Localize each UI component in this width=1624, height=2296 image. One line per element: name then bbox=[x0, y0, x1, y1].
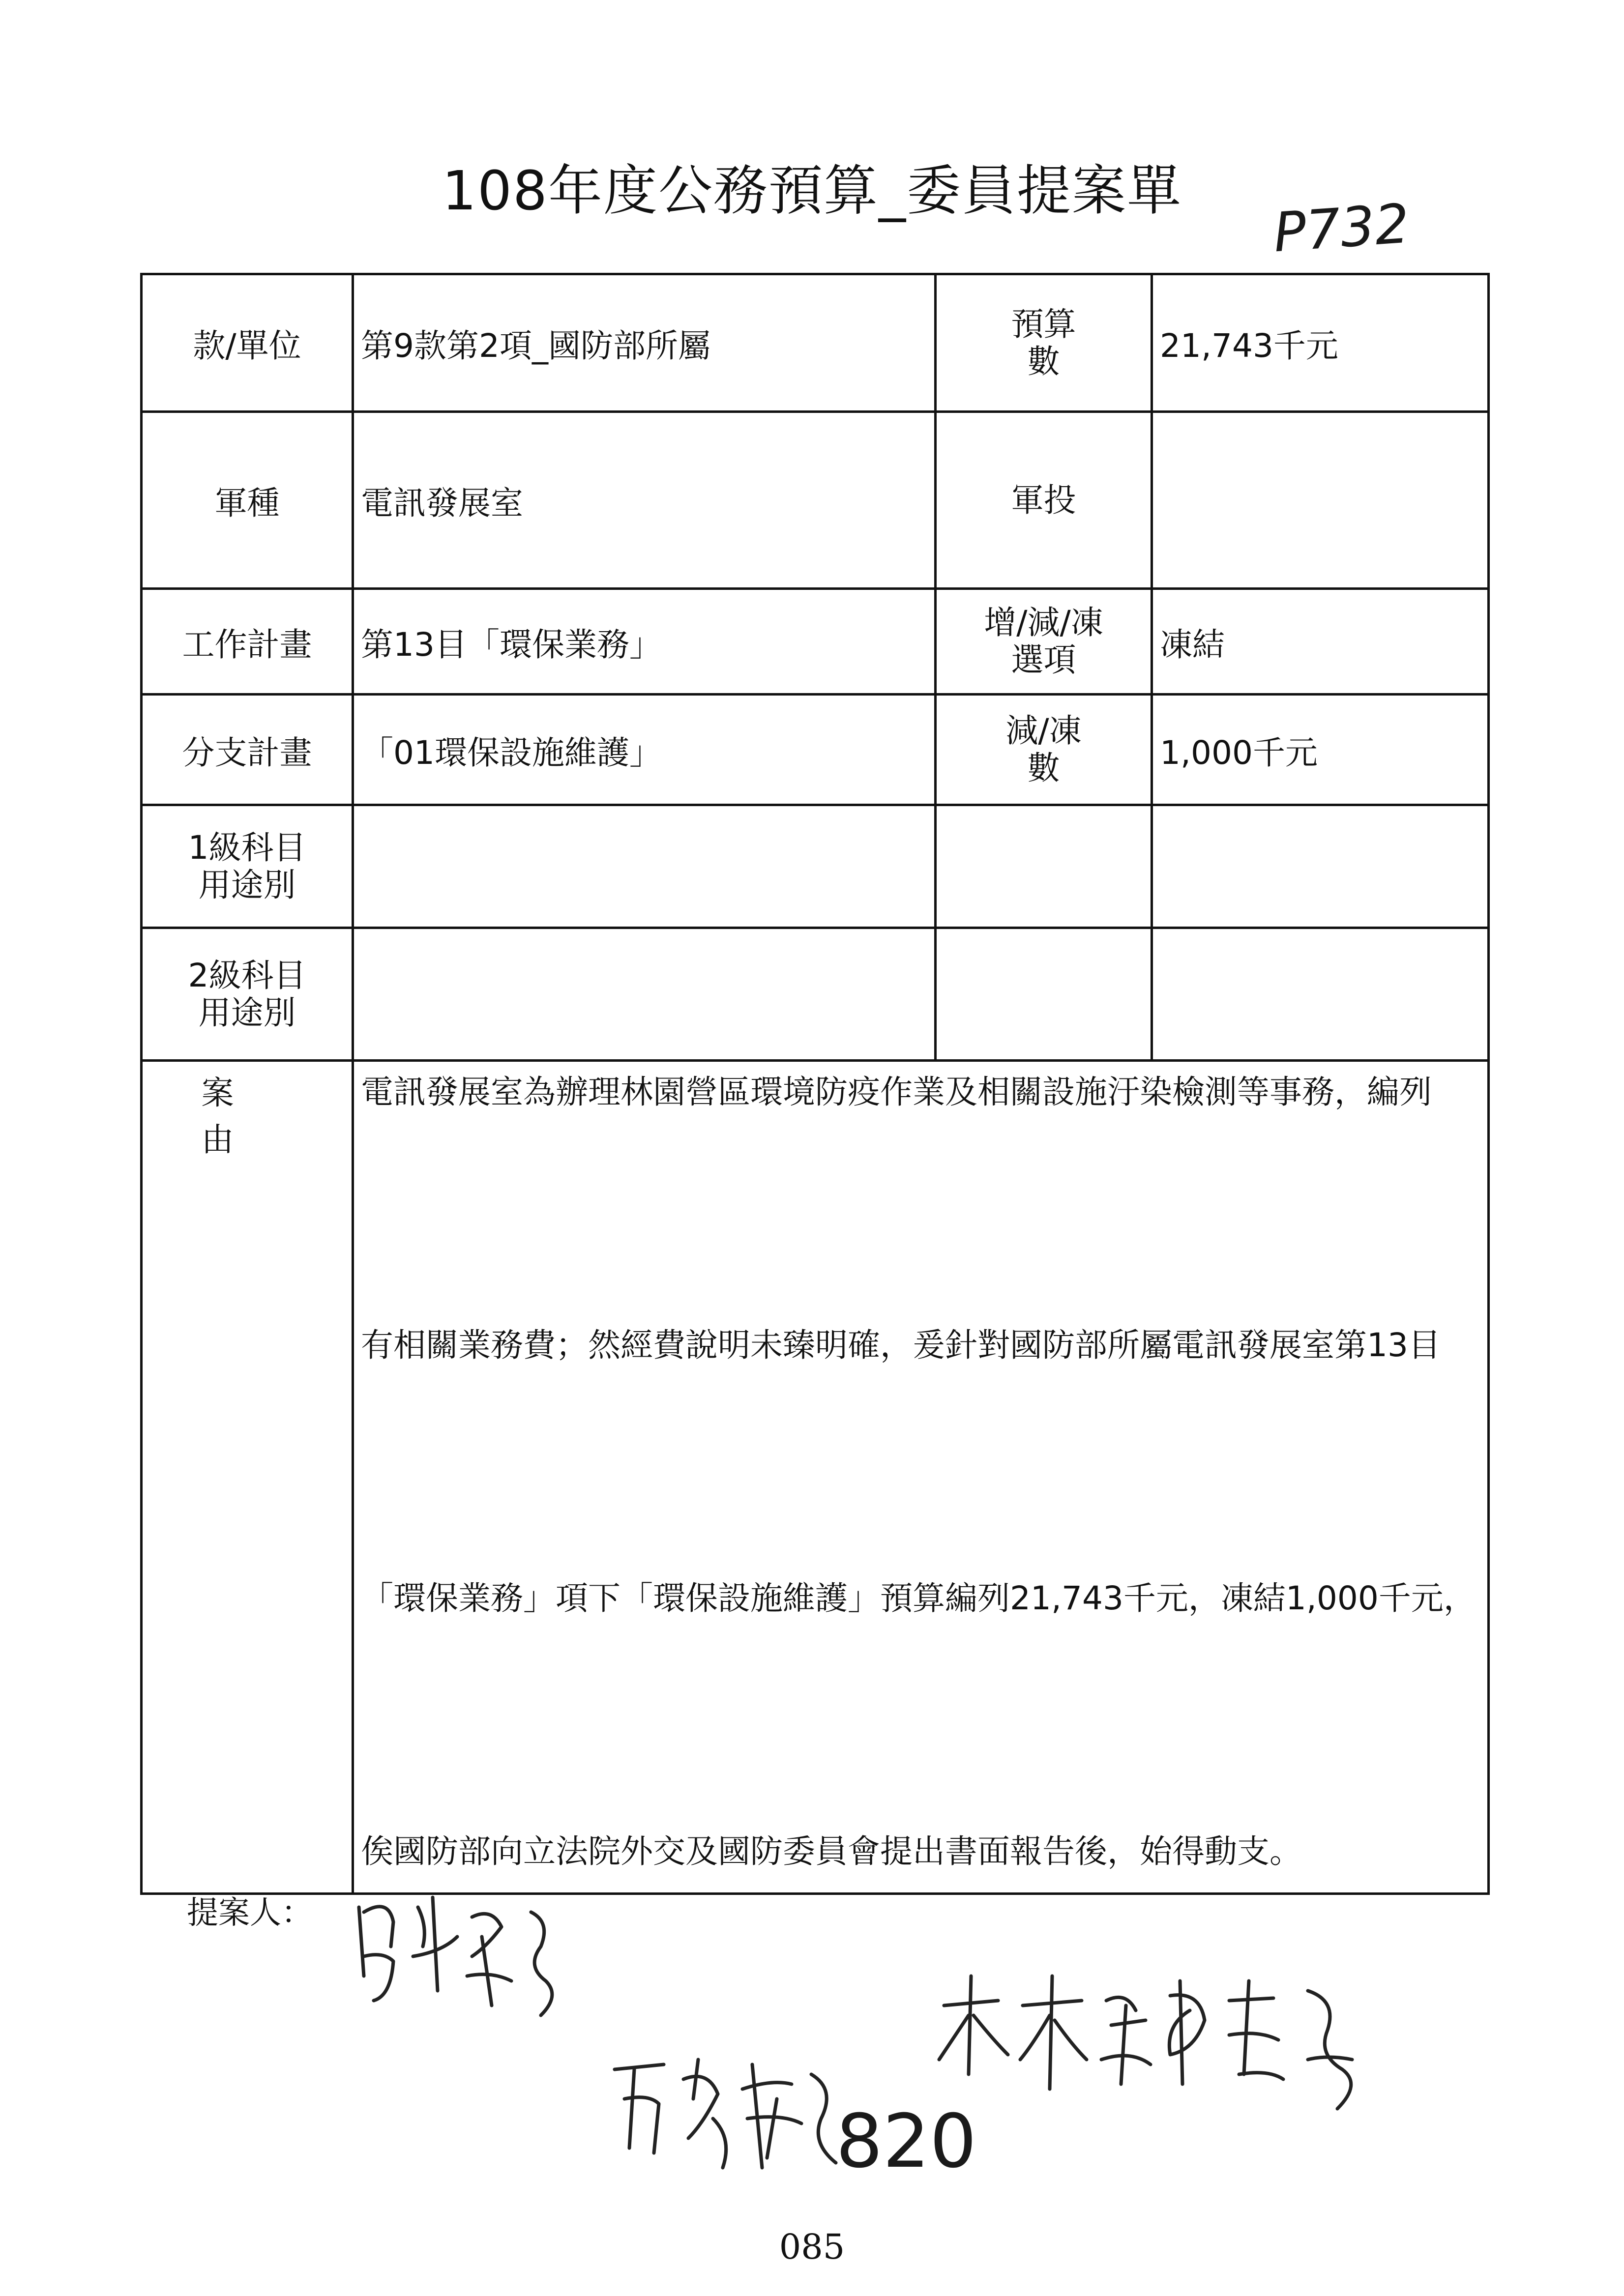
reason-line: 有相關業務費；然經費說明未臻明確，爰針對國防部所屬電訊發展室第13目 bbox=[361, 1326, 1441, 1364]
value-reason bbox=[353, 1061, 1489, 1894]
signature-2-image bbox=[605, 2040, 860, 2187]
value-level1-extra bbox=[1152, 805, 1489, 928]
form-row-level2-subject bbox=[142, 928, 1489, 1061]
handwritten-page-ref: P732 bbox=[1271, 192, 1412, 264]
label-action-option: 增/減/凍 選項 bbox=[936, 589, 1152, 695]
value-military-investment bbox=[1152, 412, 1489, 589]
label-unit: 款/單位 bbox=[142, 274, 353, 412]
value-cut-freeze-amount: 1,000千元 bbox=[1152, 695, 1489, 805]
label-budget-amount: 預算 數 bbox=[936, 274, 1152, 412]
label-military-investment: 軍投 bbox=[936, 412, 1152, 589]
form-row-work-plan bbox=[142, 589, 1489, 695]
reason-line: 「環保業務」項下「環保設施維護」預算編列21,743千元，凍結1,000千元， bbox=[361, 1579, 1476, 1617]
label-work-plan: 工作計畫 bbox=[142, 589, 353, 695]
reason-line: 電訊發展室為辦理林園營區環境防疫作業及相關設施汙染檢測等事務，編列 bbox=[361, 1073, 1432, 1111]
value-budget-amount: 21,743千元 bbox=[1152, 274, 1489, 412]
handwritten-number: 820 bbox=[836, 2099, 977, 2184]
value-level2-subject bbox=[353, 928, 936, 1061]
label-level1-subject: 1級科目 用途別 bbox=[142, 805, 353, 928]
value-work-plan: 第13目「環保業務」 bbox=[353, 589, 936, 695]
value-level2-extra bbox=[1152, 928, 1489, 1061]
reason-line: 俟國防部向立法院外交及國防委員會提出書面報告後，始得動支。 bbox=[361, 1832, 1302, 1870]
label-level2-subject: 2級科目 用途別 bbox=[142, 928, 353, 1061]
signature-3-image bbox=[934, 1961, 1387, 2119]
label-level2-extra bbox=[936, 928, 1152, 1061]
value-level1-subject bbox=[353, 805, 936, 928]
label-reason: 案由 bbox=[142, 1061, 353, 1894]
label-level1-extra bbox=[936, 805, 1152, 928]
value-unit: 第9款第2項_國防部所屬 bbox=[353, 274, 936, 412]
value-action-option: 凍結 bbox=[1152, 589, 1489, 695]
form-row-unit bbox=[142, 274, 1489, 412]
label-sub-plan: 分支計畫 bbox=[142, 695, 353, 805]
value-service: 電訊發展室 bbox=[353, 412, 936, 589]
page-number: 085 bbox=[779, 2227, 845, 2267]
signature-1-image bbox=[344, 1878, 590, 2025]
label-service: 軍種 bbox=[142, 412, 353, 589]
form-row-reason bbox=[142, 1061, 1489, 1894]
form-row-sub-plan bbox=[142, 695, 1489, 805]
proposal-form-table bbox=[140, 273, 1490, 1895]
proposer-label: 提案人： bbox=[187, 1895, 313, 1931]
form-row-service bbox=[142, 412, 1489, 589]
document-title: 108年度公務預算_委員提案單 bbox=[442, 159, 1182, 222]
value-sub-plan: 「01環保設施維護」 bbox=[353, 695, 936, 805]
form-row-level1-subject bbox=[142, 805, 1489, 928]
label-cut-freeze-amount: 減/凍 數 bbox=[936, 695, 1152, 805]
